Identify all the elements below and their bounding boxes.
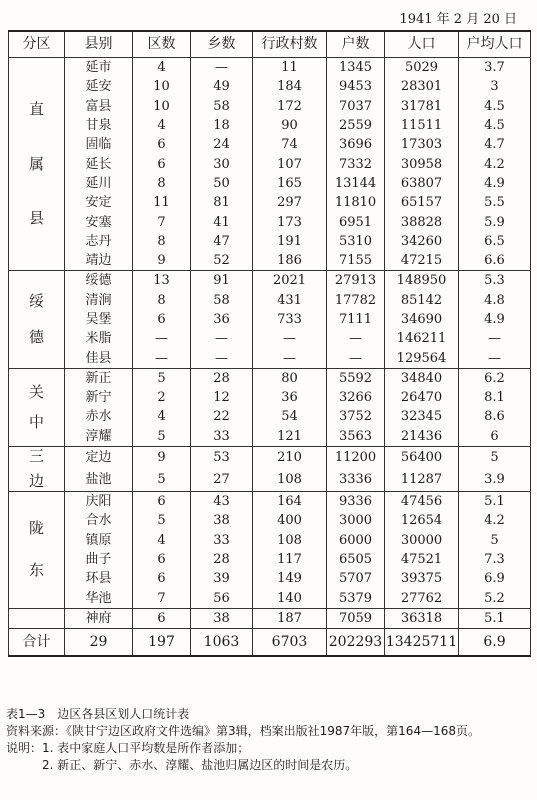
table-row xyxy=(9,388,531,407)
total-cell: 6703 xyxy=(253,629,327,657)
header-row xyxy=(9,31,531,58)
value-cell: 6.9 xyxy=(459,569,531,588)
value-cell: 13144 xyxy=(327,174,385,193)
county-cell: 赤水 xyxy=(65,407,133,426)
value-cell: 148950 xyxy=(385,271,459,291)
value-cell: 34690 xyxy=(385,310,459,329)
value-cell: 4 xyxy=(133,531,191,550)
value-cell: 8.6 xyxy=(459,407,531,426)
value-cell: 21436 xyxy=(385,427,459,447)
value-cell: 210 xyxy=(253,446,327,469)
value-cell: 3696 xyxy=(327,135,385,154)
value-cell: 4.5 xyxy=(459,116,531,135)
value-cell: 32345 xyxy=(385,407,459,426)
value-cell: 5029 xyxy=(385,58,459,78)
value-cell: 4.2 xyxy=(459,154,531,173)
table-row xyxy=(9,368,531,388)
value-cell: 121 xyxy=(253,427,327,447)
county-cell: 延市 xyxy=(65,58,133,78)
county-cell: 吴堡 xyxy=(65,310,133,329)
value-cell: 24 xyxy=(191,135,253,154)
region-cell: 三 边 xyxy=(9,446,65,491)
value-cell: 1345 xyxy=(327,58,385,78)
value-cell: 30 xyxy=(191,154,253,173)
county-cell: 合水 xyxy=(65,511,133,530)
county-cell: 淳耀 xyxy=(65,427,133,447)
value-cell: 8 xyxy=(133,291,191,310)
table-row xyxy=(9,58,531,78)
value-cell: 4.9 xyxy=(459,310,531,329)
value-cell: 9336 xyxy=(327,491,385,511)
value-cell: 165 xyxy=(253,174,327,193)
county-cell: 甘泉 xyxy=(65,116,133,135)
table-row xyxy=(9,588,531,608)
total-cell: 1063 xyxy=(191,629,253,657)
value-cell: 7111 xyxy=(327,310,385,329)
value-cell: 17782 xyxy=(327,291,385,310)
table-row xyxy=(9,511,531,530)
value-cell: 3336 xyxy=(327,469,385,492)
value-cell: 27 xyxy=(191,469,253,492)
county-cell: 安定 xyxy=(65,193,133,212)
header-cell: 户均人口 xyxy=(459,31,531,58)
table-row xyxy=(9,174,531,193)
table-row xyxy=(9,271,531,291)
value-cell: 186 xyxy=(253,251,327,271)
caption-note-2: 2. 新正、新宁、赤水、淳耀、盐池归属边区的时间是农历。 xyxy=(42,758,358,772)
header-cell: 乡数 xyxy=(191,31,253,58)
value-cell: 140 xyxy=(253,588,327,608)
value-cell: 733 xyxy=(253,310,327,329)
value-cell: 5379 xyxy=(327,588,385,608)
value-cell: 85142 xyxy=(385,291,459,310)
county-cell: 镇原 xyxy=(65,531,133,550)
value-cell: 3000 xyxy=(327,511,385,530)
value-cell: 5.1 xyxy=(459,608,531,628)
value-cell: 27913 xyxy=(327,271,385,291)
value-cell: 7155 xyxy=(327,251,385,271)
table-row xyxy=(9,310,531,329)
value-cell: 38 xyxy=(191,608,253,628)
total-cell: 202293 xyxy=(327,629,385,657)
table-row xyxy=(9,469,531,492)
table-row xyxy=(9,550,531,569)
value-cell: — xyxy=(191,348,253,368)
value-cell: 74 xyxy=(253,135,327,154)
value-cell: — xyxy=(133,348,191,368)
county-cell: 环县 xyxy=(65,569,133,588)
value-cell: 47215 xyxy=(385,251,459,271)
value-cell: 5.3 xyxy=(459,271,531,291)
value-cell: 36318 xyxy=(385,608,459,628)
value-cell: 6.2 xyxy=(459,368,531,388)
caption-title: 表1—3 边区各县区划人口统计表 xyxy=(6,707,190,721)
value-cell: — xyxy=(133,329,191,348)
region-cell xyxy=(9,608,65,628)
value-cell: 8 xyxy=(133,232,191,251)
value-cell: 5.5 xyxy=(459,193,531,212)
table-row xyxy=(9,154,531,173)
value-cell: 5 xyxy=(459,531,531,550)
table-row xyxy=(9,427,531,447)
value-cell: 129564 xyxy=(385,348,459,368)
total-label: 合计 xyxy=(9,629,65,657)
county-cell: 庆阳 xyxy=(65,491,133,511)
value-cell: 5707 xyxy=(327,569,385,588)
caption-source: 资料来源：《陕甘宁边区政府文件选编》第3辑，档案出版社1987年版，第164—168页。 xyxy=(6,724,480,738)
value-cell: 28301 xyxy=(385,77,459,96)
value-cell: 34840 xyxy=(385,368,459,388)
value-cell: 63807 xyxy=(385,174,459,193)
value-cell: 400 xyxy=(253,511,327,530)
value-cell: 54 xyxy=(253,407,327,426)
table-row xyxy=(9,291,531,310)
value-cell: 38828 xyxy=(385,212,459,231)
value-cell: 12 xyxy=(191,388,253,407)
value-cell: 3563 xyxy=(327,427,385,447)
value-cell: — xyxy=(327,329,385,348)
county-cell: 华池 xyxy=(65,588,133,608)
county-cell: 延安 xyxy=(65,77,133,96)
value-cell: 3266 xyxy=(327,388,385,407)
value-cell: 43 xyxy=(191,491,253,511)
note-text: 1. 表中家庭人口平均数是所作者添加； xyxy=(42,741,250,755)
value-cell: 4 xyxy=(133,58,191,78)
value-cell: 58 xyxy=(191,291,253,310)
value-cell: 5 xyxy=(133,469,191,492)
value-cell: 90 xyxy=(253,116,327,135)
county-cell: 绥德 xyxy=(65,271,133,291)
value-cell: 11810 xyxy=(327,193,385,212)
value-cell: 49 xyxy=(191,77,253,96)
value-cell: 39375 xyxy=(385,569,459,588)
value-cell: 11511 xyxy=(385,116,459,135)
value-cell: 28 xyxy=(191,550,253,569)
header-cell: 户数 xyxy=(327,31,385,58)
header-cell: 人口 xyxy=(385,31,459,58)
value-cell: 56400 xyxy=(385,446,459,469)
value-cell: 5 xyxy=(133,511,191,530)
value-cell: — xyxy=(459,348,531,368)
value-cell: 187 xyxy=(253,608,327,628)
value-cell: 9 xyxy=(133,251,191,271)
value-cell: 11 xyxy=(253,58,327,78)
value-cell: 38 xyxy=(191,511,253,530)
population-table xyxy=(8,30,531,657)
header-cell: 行政村数 xyxy=(253,31,327,58)
value-cell: — xyxy=(253,329,327,348)
value-cell: 11287 xyxy=(385,469,459,492)
value-cell: 6 xyxy=(133,550,191,569)
value-cell: 4.2 xyxy=(459,511,531,530)
value-cell: 6 xyxy=(133,154,191,173)
county-cell: 延长 xyxy=(65,154,133,173)
value-cell: 3.7 xyxy=(459,58,531,78)
region-cell: 关 中 xyxy=(9,368,65,446)
table-row xyxy=(9,232,531,251)
value-cell: 50 xyxy=(191,174,253,193)
table-row xyxy=(9,251,531,271)
value-cell: 30000 xyxy=(385,531,459,550)
county-cell: 定边 xyxy=(65,446,133,469)
value-cell: — xyxy=(327,348,385,368)
value-cell: 36 xyxy=(253,388,327,407)
value-cell: 33 xyxy=(191,427,253,447)
county-cell: 安塞 xyxy=(65,212,133,231)
value-cell: — xyxy=(253,348,327,368)
value-cell: 5592 xyxy=(327,368,385,388)
value-cell: 8 xyxy=(133,174,191,193)
total-cell: 197 xyxy=(133,629,191,657)
value-cell: 12654 xyxy=(385,511,459,530)
value-cell: 26470 xyxy=(385,388,459,407)
value-cell: 10 xyxy=(133,97,191,116)
value-cell: 2559 xyxy=(327,116,385,135)
value-cell: 8.1 xyxy=(459,388,531,407)
value-cell: 9 xyxy=(133,446,191,469)
value-cell: — xyxy=(459,329,531,348)
value-cell: 108 xyxy=(253,531,327,550)
value-cell: 47 xyxy=(191,232,253,251)
value-cell: 6.6 xyxy=(459,251,531,271)
value-cell: 4.7 xyxy=(459,135,531,154)
county-cell: 固临 xyxy=(65,135,133,154)
value-cell: 117 xyxy=(253,550,327,569)
value-cell: 28 xyxy=(191,368,253,388)
value-cell: 7332 xyxy=(327,154,385,173)
value-cell: 52 xyxy=(191,251,253,271)
region-cell: 陇 东 xyxy=(9,491,65,608)
value-cell: 47456 xyxy=(385,491,459,511)
value-cell: 7 xyxy=(133,212,191,231)
county-cell: 盐池 xyxy=(65,469,133,492)
value-cell: 13 xyxy=(133,271,191,291)
table-row xyxy=(9,212,531,231)
value-cell: 4.5 xyxy=(459,97,531,116)
value-cell: 3.9 xyxy=(459,469,531,492)
county-cell: 延川 xyxy=(65,174,133,193)
value-cell: 164 xyxy=(253,491,327,511)
table-row xyxy=(9,193,531,212)
value-cell: 53 xyxy=(191,446,253,469)
table-row xyxy=(9,569,531,588)
table-row xyxy=(9,531,531,550)
value-cell: 34260 xyxy=(385,232,459,251)
value-cell: 6951 xyxy=(327,212,385,231)
value-cell: 2 xyxy=(133,388,191,407)
value-cell: 80 xyxy=(253,368,327,388)
value-cell: 58 xyxy=(191,97,253,116)
region-cell: 直 属 县 xyxy=(9,58,65,271)
value-cell: 5.2 xyxy=(459,588,531,608)
table-caption xyxy=(6,706,534,774)
value-cell: 11200 xyxy=(327,446,385,469)
value-cell: 6 xyxy=(133,135,191,154)
value-cell: 5.1 xyxy=(459,491,531,511)
value-cell: 7 xyxy=(133,588,191,608)
value-cell: 65157 xyxy=(385,193,459,212)
value-cell: 431 xyxy=(253,291,327,310)
header-cell: 分区 xyxy=(9,31,65,58)
region-cell: 绥 德 xyxy=(9,271,65,368)
value-cell: 41 xyxy=(191,212,253,231)
value-cell: 4.8 xyxy=(459,291,531,310)
value-cell: 5.9 xyxy=(459,212,531,231)
caption-note-1 xyxy=(6,740,534,757)
county-cell: 神府 xyxy=(65,608,133,628)
value-cell: 31781 xyxy=(385,97,459,116)
total-cell: 29 xyxy=(65,629,133,657)
value-cell: 10 xyxy=(133,77,191,96)
value-cell: 2021 xyxy=(253,271,327,291)
county-cell: 志丹 xyxy=(65,232,133,251)
value-cell: 5310 xyxy=(327,232,385,251)
value-cell: 5 xyxy=(459,446,531,469)
value-cell: 36 xyxy=(191,310,253,329)
value-cell: 184 xyxy=(253,77,327,96)
value-cell: — xyxy=(191,329,253,348)
value-cell: 6000 xyxy=(327,531,385,550)
county-cell: 曲子 xyxy=(65,550,133,569)
county-cell: 富县 xyxy=(65,97,133,116)
total-cell: 6.9 xyxy=(459,629,531,657)
value-cell: 5 xyxy=(133,368,191,388)
value-cell: 91 xyxy=(191,271,253,291)
county-cell: 清涧 xyxy=(65,291,133,310)
value-cell: 5 xyxy=(133,427,191,447)
value-cell: 146211 xyxy=(385,329,459,348)
value-cell: 3752 xyxy=(327,407,385,426)
table-row xyxy=(9,608,531,628)
value-cell: 17303 xyxy=(385,135,459,154)
value-cell: 39 xyxy=(191,569,253,588)
value-cell: 7.3 xyxy=(459,550,531,569)
value-cell: 6 xyxy=(133,310,191,329)
value-cell: 173 xyxy=(253,212,327,231)
total-row xyxy=(9,629,531,657)
value-cell: 7037 xyxy=(327,97,385,116)
value-cell: 107 xyxy=(253,154,327,173)
table-row xyxy=(9,116,531,135)
county-cell: 米脂 xyxy=(65,329,133,348)
value-cell: 33 xyxy=(191,531,253,550)
value-cell: 149 xyxy=(253,569,327,588)
value-cell: 6.5 xyxy=(459,232,531,251)
table-date: 1941 年 2 月 20 日 xyxy=(399,12,517,27)
value-cell: 172 xyxy=(253,97,327,116)
value-cell: 11 xyxy=(133,193,191,212)
county-cell: 佳县 xyxy=(65,348,133,368)
value-cell: 27762 xyxy=(385,588,459,608)
note-label: 说明： xyxy=(6,741,43,755)
value-cell: 30958 xyxy=(385,154,459,173)
table-row xyxy=(9,77,531,96)
value-cell: — xyxy=(191,58,253,78)
value-cell: 6 xyxy=(459,427,531,447)
value-cell: 47521 xyxy=(385,550,459,569)
value-cell: 9453 xyxy=(327,77,385,96)
value-cell: 18 xyxy=(191,116,253,135)
value-cell: 6 xyxy=(133,608,191,628)
value-cell: 191 xyxy=(253,232,327,251)
value-cell: 297 xyxy=(253,193,327,212)
value-cell: 6505 xyxy=(327,550,385,569)
value-cell: 4 xyxy=(133,407,191,426)
value-cell: 4 xyxy=(133,116,191,135)
value-cell: 6 xyxy=(133,569,191,588)
value-cell: 3 xyxy=(459,77,531,96)
value-cell: 108 xyxy=(253,469,327,492)
table-row xyxy=(9,446,531,469)
table-row xyxy=(9,407,531,426)
value-cell: 22 xyxy=(191,407,253,426)
total-cell: 13425711 xyxy=(385,629,459,657)
table-row xyxy=(9,135,531,154)
county-cell: 新正 xyxy=(65,368,133,388)
value-cell: 81 xyxy=(191,193,253,212)
value-cell: 6 xyxy=(133,491,191,511)
table-row xyxy=(9,348,531,368)
table-row xyxy=(9,97,531,116)
table-row xyxy=(9,491,531,511)
table-row xyxy=(9,329,531,348)
county-cell: 靖边 xyxy=(65,251,133,271)
header-cell: 县别 xyxy=(65,31,133,58)
header-cell: 区数 xyxy=(133,31,191,58)
county-cell: 新宁 xyxy=(65,388,133,407)
value-cell: 7059 xyxy=(327,608,385,628)
value-cell: 4.9 xyxy=(459,174,531,193)
value-cell: 56 xyxy=(191,588,253,608)
